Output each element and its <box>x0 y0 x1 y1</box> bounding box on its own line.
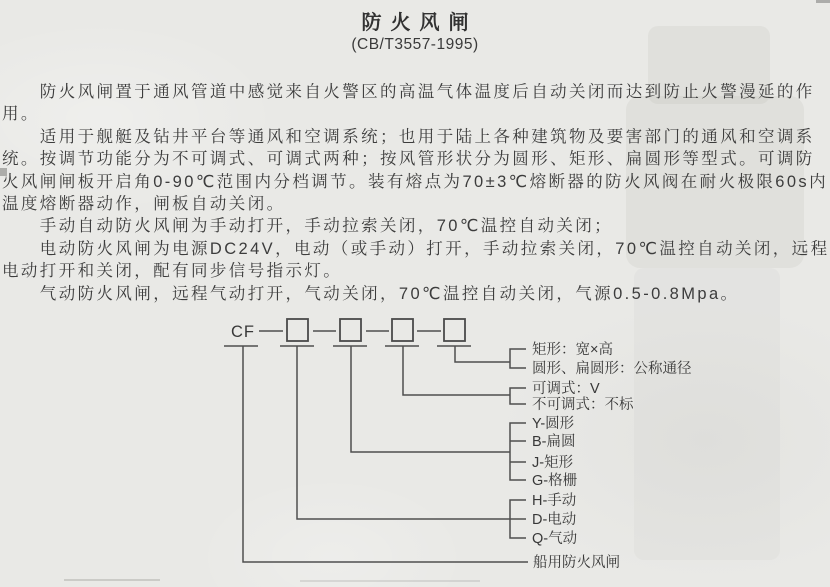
label-shape-b: B-扁圆 <box>532 434 576 450</box>
label-adjustable: 可调式：V <box>532 381 600 397</box>
body-line: 手动自动防火风闸为手动打开，手动拉索关闭，70℃温控自动关闭； <box>2 217 614 236</box>
label-non-adjustable: 不可调式：不标 <box>532 397 634 413</box>
bracket-group-shape <box>510 423 526 480</box>
body-line: 电动打开和关闭，配有同步信号指示灯。 <box>2 262 343 281</box>
label-shape-y: Y-圆形 <box>532 416 575 432</box>
scan-artifact <box>300 580 480 582</box>
connector-line-box4 <box>455 346 510 362</box>
body-line: 火风闸闸板开启角0-90℃范围内分档调节。装有熔点为70±3℃熔断器的防火风阀在耐火极限60s内 <box>2 172 828 191</box>
body-line: 电动防火风闸为电源DC24V，电动（或手动）打开，手动拉索关闭，70℃温控自动关闭，远程 <box>2 239 830 258</box>
label-shape-j: J-矩形 <box>532 455 574 471</box>
body-line: 适用于舰艇及钻井平台等通风和空调系统；也用于陆上各种建筑物及要害部门的通风和空调系 <box>2 127 815 146</box>
page-title: 防火风闸 <box>361 12 478 34</box>
label-drive-d: D-电动 <box>532 512 577 528</box>
bracket-group-adjust <box>510 388 526 404</box>
connector-line-prefix <box>243 346 528 562</box>
body-line: 温度熔断器动作，闸板自动关闭。 <box>2 194 286 213</box>
label-drive-q: Q-气动 <box>532 531 578 547</box>
body-line: 气动防火风闸，远程气动打开，气动关闭，70℃温控自动关闭，气源0.5-0.8Mpa。 <box>2 284 740 303</box>
label-drive-h: H-手动 <box>532 493 577 509</box>
body-line: 用。 <box>2 105 40 124</box>
label-product-name: 船用防火风闸 <box>533 555 620 571</box>
body-line: 统。按调节功能分为不可调式、可调式两种；按风管形状分为圆形、矩形、扁圆形等型式。可调防 <box>2 150 815 169</box>
label-round-diameter: 圆形、扁圆形：公称通径 <box>532 361 692 377</box>
label-shape-g: G-格栅 <box>532 473 578 489</box>
code-box-2 <box>340 319 361 341</box>
scan-artifact <box>816 0 830 3</box>
body-text <box>2 81 828 305</box>
code-box-3 <box>392 319 413 341</box>
model-designation-diagram <box>0 312 830 580</box>
code-box-4 <box>444 319 465 341</box>
code-prefix: CF <box>231 323 255 341</box>
standard-number: (CB/T3557-1995) <box>351 36 479 53</box>
body-line: 防火风闸置于通风管道中感觉来自火警区的高温气体温度后自动关闭而达到防止火警漫延的作 <box>2 83 815 101</box>
label-rect-dimension: 矩形：宽×高 <box>532 342 613 358</box>
code-box-1 <box>287 319 308 341</box>
bracket-group-size <box>510 349 526 368</box>
connector-line-box3 <box>403 346 510 395</box>
